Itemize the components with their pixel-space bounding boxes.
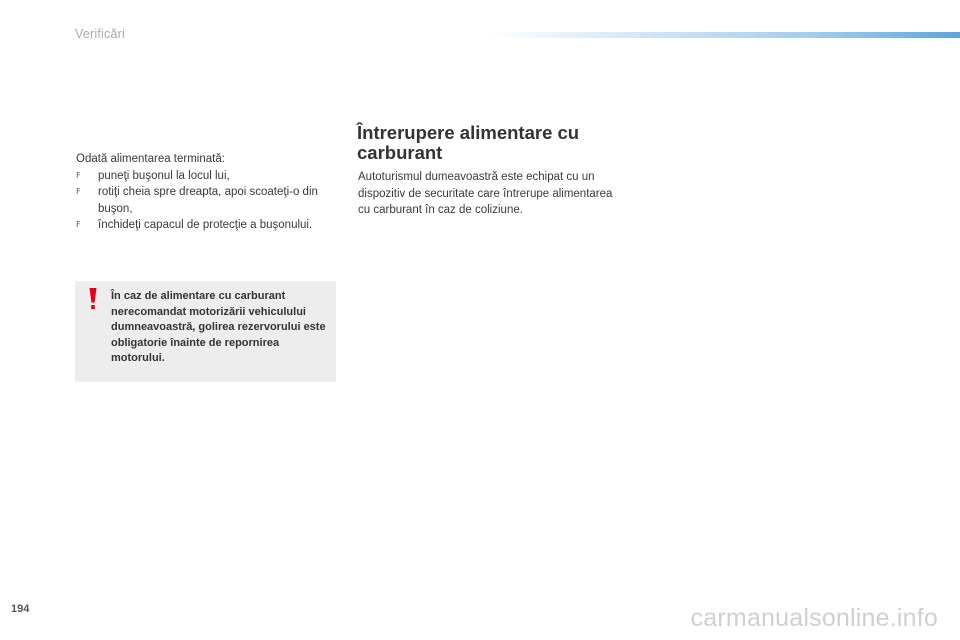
instruction-step [76, 168, 346, 185]
step-text: închideţi capacul de protecţie a buşonului. [98, 219, 313, 231]
refuel-completion-instructions [76, 151, 346, 234]
fuel-cutoff-description: Autoturismul dumeavoastră este echipat cu un dispozitiv de securitate care întrerupe alimentarea cu carburant în caz de coliziune. [358, 171, 613, 216]
warning-text: În caz de alimentare cu carburant nerecomandat motorizării vehiculului dumneavoastră, golirea rezervorului este obligatorie înainte de repornirea motorului. [111, 290, 326, 364]
step-text: puneţi buşonul la locul lui, [98, 169, 230, 182]
warning-box [75, 281, 336, 382]
instruction-step [76, 184, 346, 217]
instruction-step [76, 217, 346, 234]
step-bullet-icon: F [76, 187, 81, 196]
exclamation-icon [88, 288, 98, 310]
watermark: carmanualsonline.info [690, 604, 938, 632]
fuel-cutoff-title: Întrerupere alimentare cu carburant [357, 122, 580, 163]
step-bullet-icon: F [76, 220, 81, 229]
intro-lead: Odată alimentarea terminată: [76, 153, 225, 165]
header-accent-bar [488, 32, 960, 38]
step-bullet-icon: F [76, 170, 81, 180]
page-number: 194 [11, 603, 30, 615]
section-header-title: Verificări [75, 27, 125, 41]
step-text: rotiţi cheia spre dreapta, apoi scoateţi-o din buşon, [98, 186, 318, 215]
